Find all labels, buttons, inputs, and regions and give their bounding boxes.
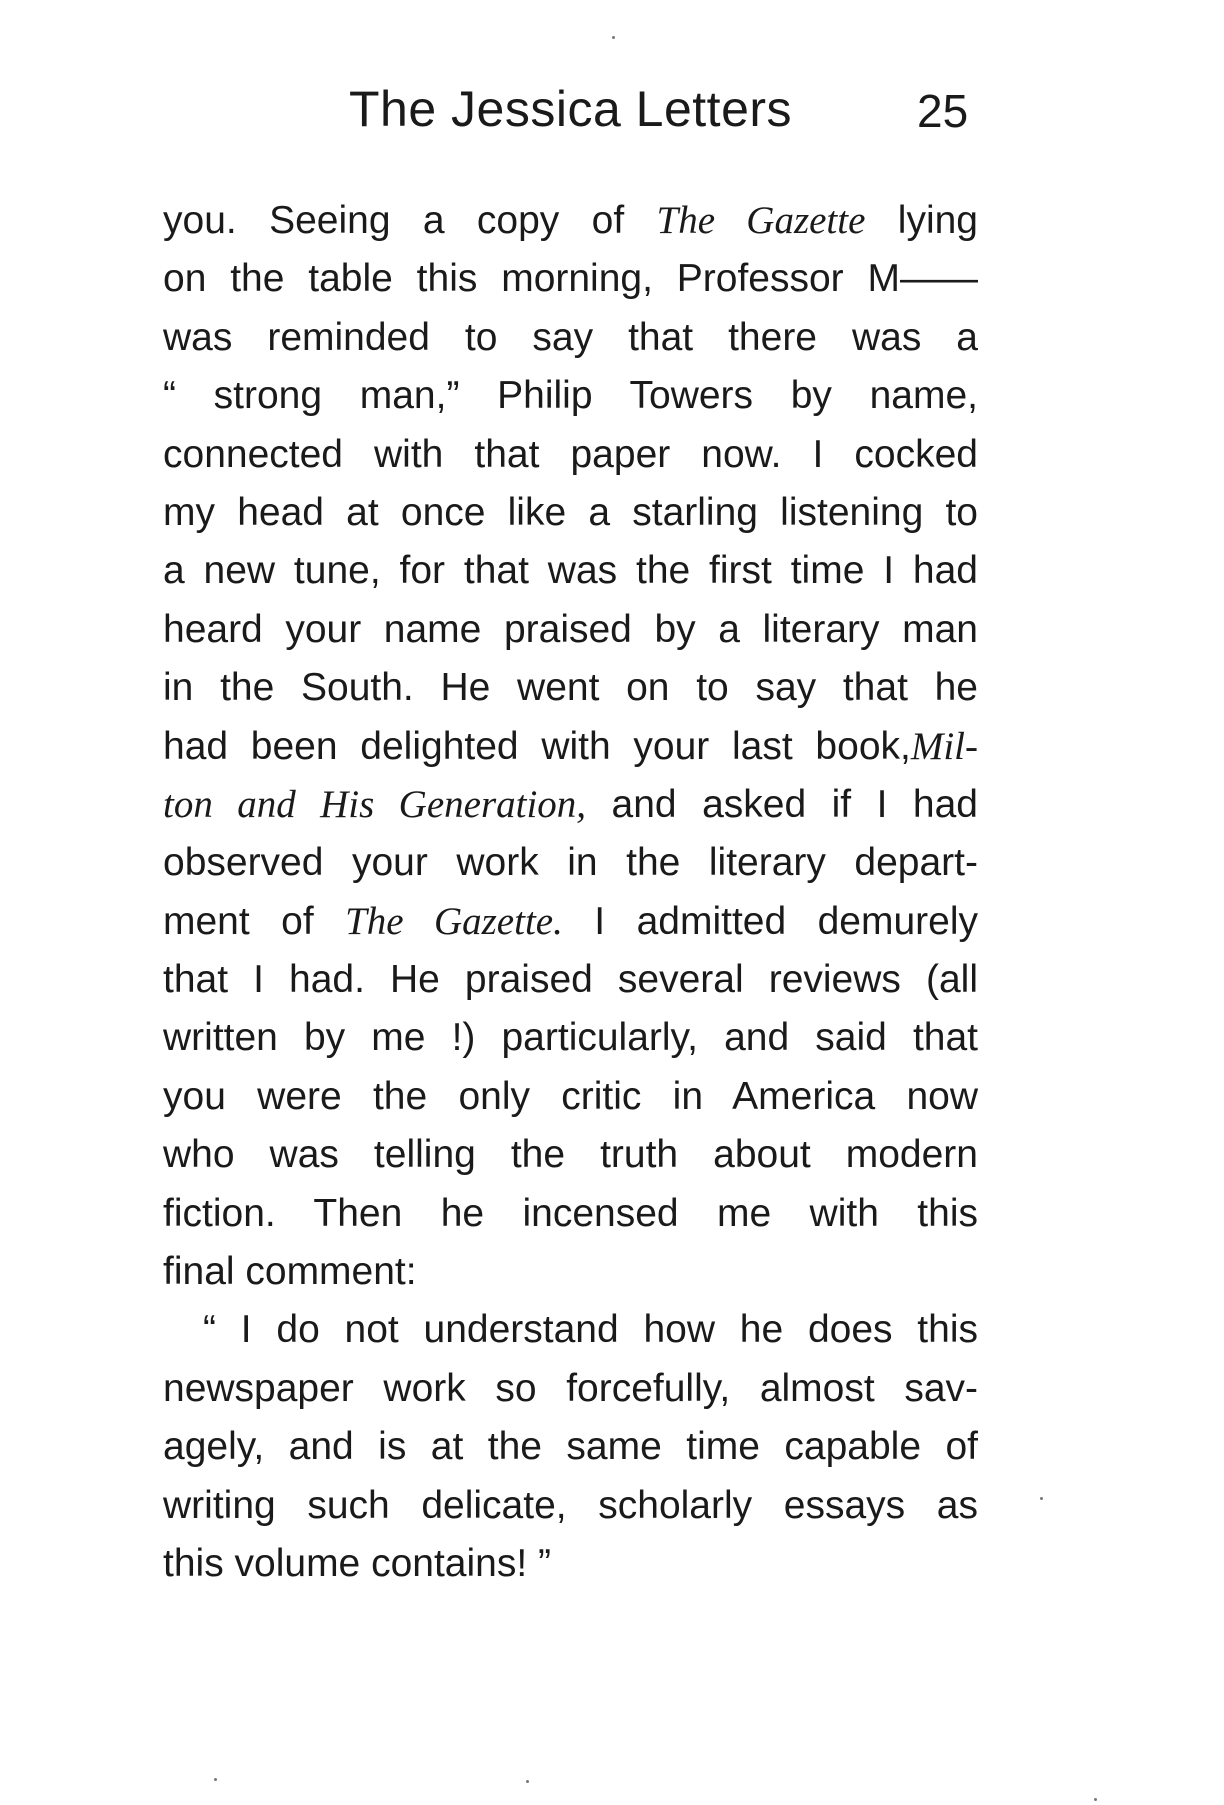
body-text: [163, 192, 978, 1593]
line-text: was reminded to say that there was a: [163, 315, 978, 359]
line-text: heard your name praised by a literary man: [163, 607, 978, 651]
text-line: [163, 776, 978, 834]
line-text: “ strong man,” Philip Towers by name,: [163, 374, 978, 418]
text-line: [163, 1360, 978, 1418]
line-text: “ I do not understand how he does this: [203, 1308, 978, 1352]
line-text: that I had. He praised several reviews (all: [163, 958, 978, 1002]
text-line: [163, 1301, 978, 1359]
text-line: [163, 659, 978, 717]
text-line: [163, 1126, 978, 1184]
text-line: [163, 1477, 978, 1535]
scan-speck: [1094, 1798, 1097, 1801]
text-line: [163, 309, 978, 367]
line-text: had been delighted with your last book,: [163, 724, 911, 768]
text-line: [163, 1418, 978, 1476]
italic-text: The Gazette: [656, 199, 866, 242]
line-text: newspaper work so forcefully, almost sav-: [163, 1366, 978, 1410]
line-text: ment of: [163, 899, 346, 943]
text-line: [163, 893, 978, 951]
text-line: [163, 1185, 978, 1243]
line-text: agely, and is at the same time capable of: [163, 1425, 978, 1469]
line-text: lying: [865, 199, 978, 242]
text-line: [163, 542, 978, 600]
text-line: [163, 1243, 978, 1301]
line-text: written by me !) particularly, and said that: [163, 1016, 978, 1060]
line-text: final comment:: [163, 1250, 417, 1294]
text-line: [163, 484, 978, 542]
text-line: [163, 834, 978, 892]
running-head: [0, 80, 1224, 150]
line-text: connected with that paper now. I cocked: [163, 432, 978, 476]
line-text: fiction. Then he incensed me with this: [163, 1191, 978, 1235]
scan-speck: [214, 1778, 217, 1781]
line-text: you. Seeing a copy of: [163, 199, 657, 242]
text-line: [163, 951, 978, 1009]
text-line: [163, 1535, 978, 1593]
scan-speck: [612, 36, 615, 39]
line-text: I admitted demurely: [562, 899, 978, 943]
line-text: writing such delicate, scholarly essays as: [163, 1483, 978, 1527]
line-text: observed your work in the literary depart-: [163, 841, 978, 885]
line-text: this volume contains! ”: [163, 1541, 552, 1585]
italic-text: The Gazette.: [345, 899, 563, 943]
line-text: in the South. He went on to say that he: [163, 666, 978, 710]
text-line: [163, 1009, 978, 1067]
text-line: [163, 367, 978, 425]
italic-text: ton and His Generation,: [163, 782, 587, 826]
italic-text: Mil-: [910, 724, 978, 768]
line-text: a new tune, for that was the first time I had: [163, 549, 978, 593]
text-line: [163, 718, 978, 776]
scan-speck: [1040, 1497, 1043, 1500]
line-text: and asked if I had: [586, 782, 978, 826]
line-text: who was telling the truth about modern: [163, 1133, 978, 1177]
line-text: on the table this morning, Professor M——: [163, 257, 978, 301]
scan-speck: [526, 1780, 529, 1783]
text-line: [163, 1068, 978, 1126]
running-title: The Jessica Letters: [349, 81, 793, 137]
page-number: 25: [917, 85, 969, 137]
line-text: my head at once like a starling listening to: [163, 490, 978, 534]
text-line: [163, 192, 978, 250]
text-line: [163, 426, 978, 484]
line-text: you were the only critic in America now: [163, 1074, 978, 1118]
text-line: [163, 601, 978, 659]
text-line: [163, 250, 978, 308]
